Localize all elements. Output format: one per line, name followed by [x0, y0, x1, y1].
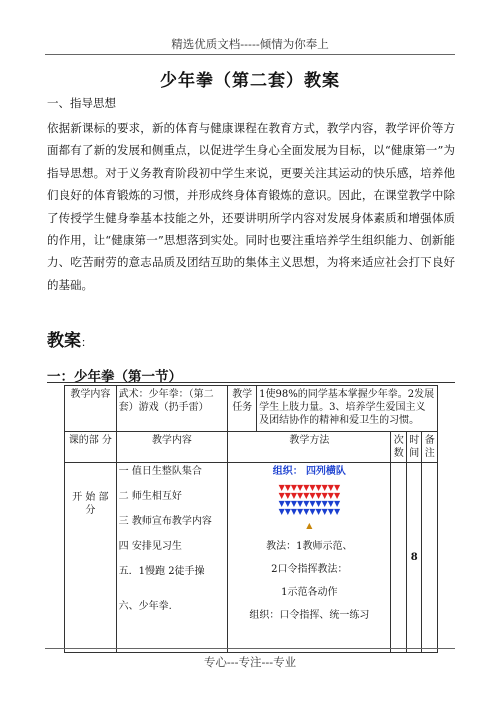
method-line: 2口令指挥教法：: [271, 564, 348, 575]
lesson-plan-heading: [47, 326, 92, 351]
header-divider: [45, 54, 455, 55]
organization-value: 四列横队: [305, 466, 346, 477]
lesson-plan-table: [64, 385, 438, 653]
col-count: 次数: [391, 432, 406, 463]
method-cell: [228, 463, 391, 653]
lesson-plan-label: 教案: [47, 331, 81, 351]
content-item: 六、少年拳.: [118, 601, 172, 612]
task-label: 教学任务: [228, 386, 257, 432]
page-footer: 专心---专注---专业: [203, 655, 297, 669]
formation-row-red: ▼▼▼▼▼▼▼▼▼▼: [278, 491, 341, 500]
content-item: 三 教师宣布教学内容: [118, 516, 212, 527]
col-note: 备注: [422, 432, 438, 463]
task-value: 1使98%的同学基本掌握少年拳。2发展学生上肢力量。3、培养学生爱国主义及团结协作的精神和爱卫生的习惯。: [257, 386, 438, 432]
col-method: 教学方法: [228, 432, 391, 463]
content-item: 二 师生相互好: [118, 491, 182, 502]
teacher-marker: ▲: [306, 521, 313, 530]
lesson-plan-colon: ：: [81, 336, 92, 349]
teach-content-value: 武术：少年拳：（第二套）游戏（扔手雷）: [116, 386, 228, 432]
method-line: 1示范各动作: [281, 587, 338, 598]
content-items-cell: [116, 463, 228, 653]
paragraph-text: 依据新课标的要求，新的体育与健康课程在教育方式，教学内容，教学评价等方面都有了新的发展和侧重点，以促进学生身心全面发展为目标，以“健康第一”为指导思想。对于义务教育阶段初中学生来说，更要关注其运动的快乐感，培养他们良好的体育锻炼的习惯，并形成终身体育锻炼的意识。因此，在课堂教学中除了传授学生健身拳基本技能之外，还要讲明所学内容对发展身体素质和增强体质的作用，让“健康第一”思想落到实处。同时也要注重培养学生组织能力、创新能力、吃苦耐劳的意志品质及团结互助的集体主义思想，为将来适应社会打下良好的基础。: [47, 121, 455, 292]
content-item: 五．1慢跑 2徒手操: [118, 566, 205, 577]
table-row: [65, 386, 438, 432]
formation-row-blue: ▼▼▼▼▼▼▼▼▼▼: [278, 507, 341, 516]
col-content: 教学内容: [116, 432, 228, 463]
formation-row-red: ▼▼▼▼▼▼▼▼▼▼: [278, 483, 341, 492]
method-line: 组织：口令指挥、统一练习: [249, 610, 370, 621]
note-cell: [422, 463, 438, 653]
document-title: 少年拳（第二套）教案: [160, 71, 340, 91]
section-heading-guiding-idea: 一、指导思想: [47, 96, 116, 110]
guiding-idea-paragraph: [47, 117, 455, 296]
table-row: [65, 463, 438, 653]
count-cell: [391, 463, 406, 653]
section-divider: [47, 382, 455, 383]
formation-diagram: [230, 484, 388, 530]
footer-divider: [45, 648, 455, 649]
content-item: 一 值日生整队集合: [118, 466, 202, 477]
formation-row-blue: ▼▼▼▼▼▼▼▼▼▼: [278, 499, 341, 508]
page-header: 精选优质文档-----倾情为你奉上: [171, 37, 329, 51]
method-line: 教法：1教师示范、: [266, 541, 353, 552]
organization-line: [230, 465, 388, 478]
section-heading-first-lesson: 一：少年拳（第一节）: [47, 369, 182, 385]
content-item: 四 安排见习生: [118, 541, 182, 552]
time-value: 8: [406, 463, 421, 653]
organization-label: 组织：: [272, 466, 303, 477]
col-part: 课的部 分: [65, 432, 117, 463]
teach-content-label: 教学内容: [65, 386, 117, 432]
part-name: 开 始 部 分: [65, 463, 117, 653]
table-row: [65, 432, 438, 463]
col-time: 时间: [406, 432, 421, 463]
